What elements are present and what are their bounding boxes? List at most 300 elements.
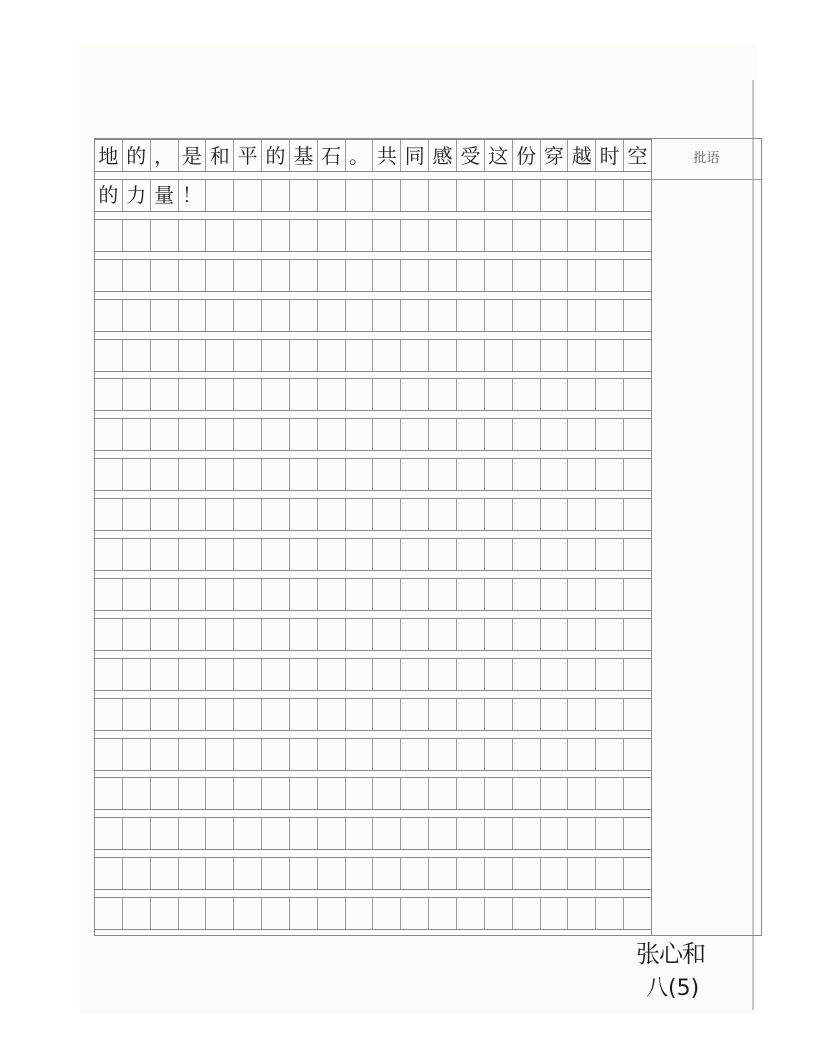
grid-cell: 这 <box>485 140 513 171</box>
grid-cell <box>513 180 541 211</box>
grid-cell <box>318 340 346 371</box>
grid-cell <box>95 220 123 251</box>
grid-cell <box>513 579 541 610</box>
grid-cell <box>485 499 513 530</box>
grid-cell <box>596 898 624 929</box>
grid-cell <box>485 539 513 570</box>
grid-cell <box>568 419 596 450</box>
grid-cell <box>151 459 179 490</box>
grid-row <box>95 418 651 451</box>
grid-cell <box>624 539 651 570</box>
grid-cell: 越 <box>568 140 596 171</box>
grid-cell <box>541 858 569 889</box>
grid-cell <box>95 539 123 570</box>
grid-cell <box>234 539 262 570</box>
grid-cell <box>429 260 457 291</box>
grid-cell <box>151 619 179 650</box>
grid-cell <box>346 659 374 690</box>
grid-cell <box>123 379 151 410</box>
grid-cell <box>568 340 596 371</box>
grid-cell <box>346 340 374 371</box>
grid-cell <box>346 459 374 490</box>
grid-cell <box>206 898 234 929</box>
grid-cell <box>346 180 374 211</box>
grid-cell <box>290 659 318 690</box>
grid-row <box>95 179 651 212</box>
grid-cell <box>485 659 513 690</box>
grid-cell <box>206 340 234 371</box>
grid-cell <box>624 300 651 331</box>
grid-cell <box>485 818 513 849</box>
grid-cell <box>234 379 262 410</box>
grid-cell <box>234 858 262 889</box>
grid-cell <box>457 858 485 889</box>
grid-cell: 感 <box>429 140 457 171</box>
grid-cell <box>262 858 290 889</box>
grid-cell <box>318 739 346 770</box>
grid-cell <box>123 898 151 929</box>
grid-cell <box>401 419 429 450</box>
grid-cell <box>373 419 401 450</box>
grid-cell <box>234 579 262 610</box>
grid-cell <box>151 818 179 849</box>
grid-cell <box>457 260 485 291</box>
grid-cell <box>123 260 151 291</box>
grid-cell <box>541 619 569 650</box>
grid-cell <box>596 340 624 371</box>
grid-cell <box>179 419 207 450</box>
grid-cell <box>151 340 179 371</box>
grid-cell <box>290 499 318 530</box>
grid-cell <box>373 459 401 490</box>
grid-cell <box>318 220 346 251</box>
grid-cell <box>485 778 513 809</box>
grid-cell <box>206 818 234 849</box>
grid-cell <box>513 300 541 331</box>
grid-cell <box>151 778 179 809</box>
grid-cell <box>624 778 651 809</box>
grid-cell <box>318 699 346 730</box>
grid-cell: 的 <box>123 140 151 171</box>
grid-cell <box>429 699 457 730</box>
grid-cell <box>541 300 569 331</box>
grid-cell <box>457 220 485 251</box>
grid-cell <box>401 300 429 331</box>
grid-cell <box>151 379 179 410</box>
grid-cell <box>541 459 569 490</box>
grid-cell <box>262 220 290 251</box>
grid-cell: 份 <box>513 140 541 171</box>
grid-cell <box>568 379 596 410</box>
grid-cell <box>624 699 651 730</box>
grid-cell <box>596 579 624 610</box>
grid-cell <box>123 739 151 770</box>
grid-cell <box>541 898 569 929</box>
grid-cell: 石 <box>318 140 346 171</box>
grid-cell <box>373 699 401 730</box>
grid-cell <box>95 739 123 770</box>
grid-cell <box>179 858 207 889</box>
comment-label: 批语 <box>693 151 720 166</box>
grid-cell <box>429 379 457 410</box>
grid-cell <box>206 699 234 730</box>
grid-cell <box>234 340 262 371</box>
grid-cell <box>457 539 485 570</box>
grid-cell <box>596 180 624 211</box>
grid-cell <box>234 818 262 849</box>
grid-row <box>95 378 651 411</box>
grid-cell: 基 <box>290 140 318 171</box>
grid-cell <box>596 699 624 730</box>
grid-cell <box>373 659 401 690</box>
grid-cell <box>485 220 513 251</box>
student-signature <box>636 934 746 1002</box>
grid-cell <box>179 340 207 371</box>
grid-cell: ， <box>151 140 179 171</box>
grid-cell <box>206 739 234 770</box>
grid-cell <box>457 659 485 690</box>
grid-cell <box>179 539 207 570</box>
grid-cell <box>290 379 318 410</box>
grid-cell <box>290 459 318 490</box>
grid-cell <box>401 659 429 690</box>
grid-cell <box>346 260 374 291</box>
grid-cell <box>262 898 290 929</box>
grid-cell <box>596 260 624 291</box>
grid-cell <box>596 220 624 251</box>
grid-cell <box>346 579 374 610</box>
grid-cell <box>123 539 151 570</box>
grid-cell <box>541 340 569 371</box>
grid-cell <box>596 539 624 570</box>
grid-cell <box>123 300 151 331</box>
grid-cell <box>179 220 207 251</box>
grid-cell <box>429 619 457 650</box>
grid-cell <box>624 579 651 610</box>
grid-row <box>95 339 651 372</box>
grid-cell <box>290 699 318 730</box>
grid-cell <box>373 220 401 251</box>
grid-cell <box>401 180 429 211</box>
grid-cell <box>262 619 290 650</box>
grid-cell <box>541 419 569 450</box>
grid-cell <box>457 778 485 809</box>
grid-cell <box>234 499 262 530</box>
grid-cell <box>290 778 318 809</box>
grid-row <box>95 139 651 172</box>
grid-cell <box>596 459 624 490</box>
grid-cell <box>373 180 401 211</box>
grid-cell <box>95 898 123 929</box>
grid-cell <box>234 419 262 450</box>
grid-cell <box>429 659 457 690</box>
grid-cell <box>541 539 569 570</box>
grid-cell <box>596 379 624 410</box>
grid-cell <box>234 619 262 650</box>
grid-cell <box>95 579 123 610</box>
grid-row <box>95 817 651 850</box>
grid-cell <box>596 619 624 650</box>
grid-cell <box>123 419 151 450</box>
grid-cell <box>318 180 346 211</box>
grid-cell: 共 <box>373 140 401 171</box>
grid-cell <box>401 818 429 849</box>
grid-cell <box>429 898 457 929</box>
grid-cell <box>624 260 651 291</box>
grid-cell <box>95 619 123 650</box>
grid-cell <box>206 659 234 690</box>
grid-cell <box>596 818 624 849</box>
grid-cell <box>485 260 513 291</box>
grid-cell <box>234 459 262 490</box>
grid-cell <box>457 619 485 650</box>
grid-cell <box>624 340 651 371</box>
grid-cell <box>485 180 513 211</box>
grid-cell <box>290 300 318 331</box>
grid-cell <box>290 220 318 251</box>
grid-row <box>95 897 651 930</box>
grid-cell <box>429 858 457 889</box>
grid-cell <box>457 579 485 610</box>
grid-cell <box>401 459 429 490</box>
grid-cell <box>596 499 624 530</box>
grid-cell <box>151 220 179 251</box>
grid-cell: 是 <box>179 140 207 171</box>
grid-cell <box>179 300 207 331</box>
grid-row <box>95 219 651 252</box>
grid-cell <box>541 220 569 251</box>
grid-cell <box>262 260 290 291</box>
grid-cell <box>624 659 651 690</box>
grid-cell <box>290 579 318 610</box>
grid-cell <box>401 739 429 770</box>
grid-cell <box>401 260 429 291</box>
grid-cell <box>318 778 346 809</box>
grid-cell <box>485 898 513 929</box>
grid-cell <box>123 579 151 610</box>
grid-cell <box>151 659 179 690</box>
grid-cell <box>95 260 123 291</box>
grid-cell <box>596 858 624 889</box>
grid-cell <box>373 499 401 530</box>
grid-cell <box>206 619 234 650</box>
grid-cell <box>513 459 541 490</box>
grid-cell <box>485 858 513 889</box>
grid-cell <box>206 579 234 610</box>
grid-cell <box>624 858 651 889</box>
grid-cell <box>401 898 429 929</box>
grid-cell <box>123 858 151 889</box>
grid-cell <box>541 699 569 730</box>
grid-cell <box>457 419 485 450</box>
grid-cell: 空 <box>627 143 648 168</box>
grid-cell <box>541 778 569 809</box>
grid-cell <box>429 419 457 450</box>
grid-cell <box>95 778 123 809</box>
grid-cell <box>318 260 346 291</box>
grid-cell <box>373 539 401 570</box>
grid-cell: ！ <box>179 180 207 211</box>
grid-cell <box>513 699 541 730</box>
grid-cell <box>346 898 374 929</box>
grid-cell <box>429 539 457 570</box>
grid-cell <box>429 340 457 371</box>
grid-cell <box>568 180 596 211</box>
grid-cell <box>429 818 457 849</box>
grid-cell <box>290 539 318 570</box>
grid-cell <box>95 379 123 410</box>
grid-cell <box>234 778 262 809</box>
grid-cell <box>485 300 513 331</box>
grid-cell <box>429 220 457 251</box>
grid-cell <box>485 340 513 371</box>
grid-cell <box>513 499 541 530</box>
grid-cell <box>262 778 290 809</box>
grid-cell <box>373 739 401 770</box>
grid-cell <box>151 898 179 929</box>
grid-cell <box>596 300 624 331</box>
grid-cell <box>457 739 485 770</box>
grid-cell <box>206 260 234 291</box>
grid-row <box>95 578 651 611</box>
grid-cell <box>568 300 596 331</box>
grid-cell <box>568 659 596 690</box>
grid-cell <box>290 619 318 650</box>
grid-cell <box>206 419 234 450</box>
grid-cell <box>568 619 596 650</box>
grid-cell <box>401 499 429 530</box>
grid-cell <box>513 539 541 570</box>
grid-cell <box>541 579 569 610</box>
grid-cell <box>234 739 262 770</box>
grid-cell <box>457 300 485 331</box>
grid-cell <box>179 459 207 490</box>
grid-cell <box>568 778 596 809</box>
grid-cell <box>568 818 596 849</box>
grid-cell <box>624 419 651 450</box>
grid-cell <box>346 379 374 410</box>
grid-cell <box>401 379 429 410</box>
grid-cell <box>401 579 429 610</box>
grid-cell <box>485 579 513 610</box>
grid-cell <box>206 858 234 889</box>
grid-cell <box>485 379 513 410</box>
grid-cell <box>373 300 401 331</box>
grid-cell <box>262 579 290 610</box>
grid-row <box>95 698 651 731</box>
grid-cell <box>429 499 457 530</box>
grid-cell <box>596 778 624 809</box>
grid-cell <box>151 499 179 530</box>
grid-cell <box>95 340 123 371</box>
grid-cell <box>151 539 179 570</box>
grid-cell <box>123 499 151 530</box>
writing-grid <box>95 139 651 935</box>
grid-cell <box>234 220 262 251</box>
grid-cell <box>95 499 123 530</box>
grid-cell <box>373 858 401 889</box>
student-name: 张心和 <box>636 940 705 968</box>
grid-cell <box>624 619 651 650</box>
grid-cell <box>262 300 290 331</box>
grid-cell <box>401 778 429 809</box>
grid-cell <box>596 739 624 770</box>
grid-cell: 量 <box>151 180 179 211</box>
grid-cell <box>179 818 207 849</box>
grid-cell <box>596 659 624 690</box>
grid-cell <box>318 898 346 929</box>
grid-cell <box>513 898 541 929</box>
grid-cell <box>513 739 541 770</box>
grid-cell: 的 <box>262 140 290 171</box>
grid-cell <box>401 619 429 650</box>
grid-cell <box>262 539 290 570</box>
grid-cell <box>513 340 541 371</box>
grid-cell <box>568 739 596 770</box>
grid-cell <box>123 778 151 809</box>
grid-cell <box>457 379 485 410</box>
grid-cell <box>262 739 290 770</box>
grid-cell <box>513 260 541 291</box>
grid-cell <box>373 579 401 610</box>
grid-cell <box>318 539 346 570</box>
grid-cell <box>541 499 569 530</box>
grid-cell <box>234 180 262 211</box>
grid-cell <box>457 180 485 211</box>
grid-cell <box>151 699 179 730</box>
grid-cell <box>346 220 374 251</box>
grid-row <box>95 738 651 771</box>
grid-cell <box>151 858 179 889</box>
grid-cell <box>457 459 485 490</box>
grid-cell <box>429 778 457 809</box>
grid-cell <box>123 619 151 650</box>
grid-cell: 平 <box>234 140 262 171</box>
grid-cell <box>541 818 569 849</box>
grid-cell <box>401 220 429 251</box>
grid-cell <box>206 499 234 530</box>
grid-cell <box>123 699 151 730</box>
grid-cell <box>123 459 151 490</box>
grid-cell <box>513 619 541 650</box>
grid-cell <box>513 778 541 809</box>
grid-cell <box>485 619 513 650</box>
grid-cell <box>485 419 513 450</box>
grid-cell <box>179 379 207 410</box>
grid-cell <box>346 499 374 530</box>
comment-divider <box>652 179 761 180</box>
grid-cell <box>346 539 374 570</box>
grid-cell <box>513 858 541 889</box>
grid-cell <box>513 818 541 849</box>
grid-cell <box>373 818 401 849</box>
grid-cell <box>234 300 262 331</box>
grid-cell <box>262 459 290 490</box>
grid-cell <box>568 579 596 610</box>
grid-cell <box>123 340 151 371</box>
grid-row <box>95 777 651 810</box>
grid-cell <box>262 699 290 730</box>
grid-cell <box>346 739 374 770</box>
grid-cell <box>123 220 151 251</box>
grid-cell <box>401 858 429 889</box>
grid-cell <box>373 898 401 929</box>
grid-cell <box>401 539 429 570</box>
grid-cell <box>318 419 346 450</box>
grid-cell <box>429 579 457 610</box>
grid-cell <box>179 619 207 650</box>
grid-row <box>95 299 651 332</box>
